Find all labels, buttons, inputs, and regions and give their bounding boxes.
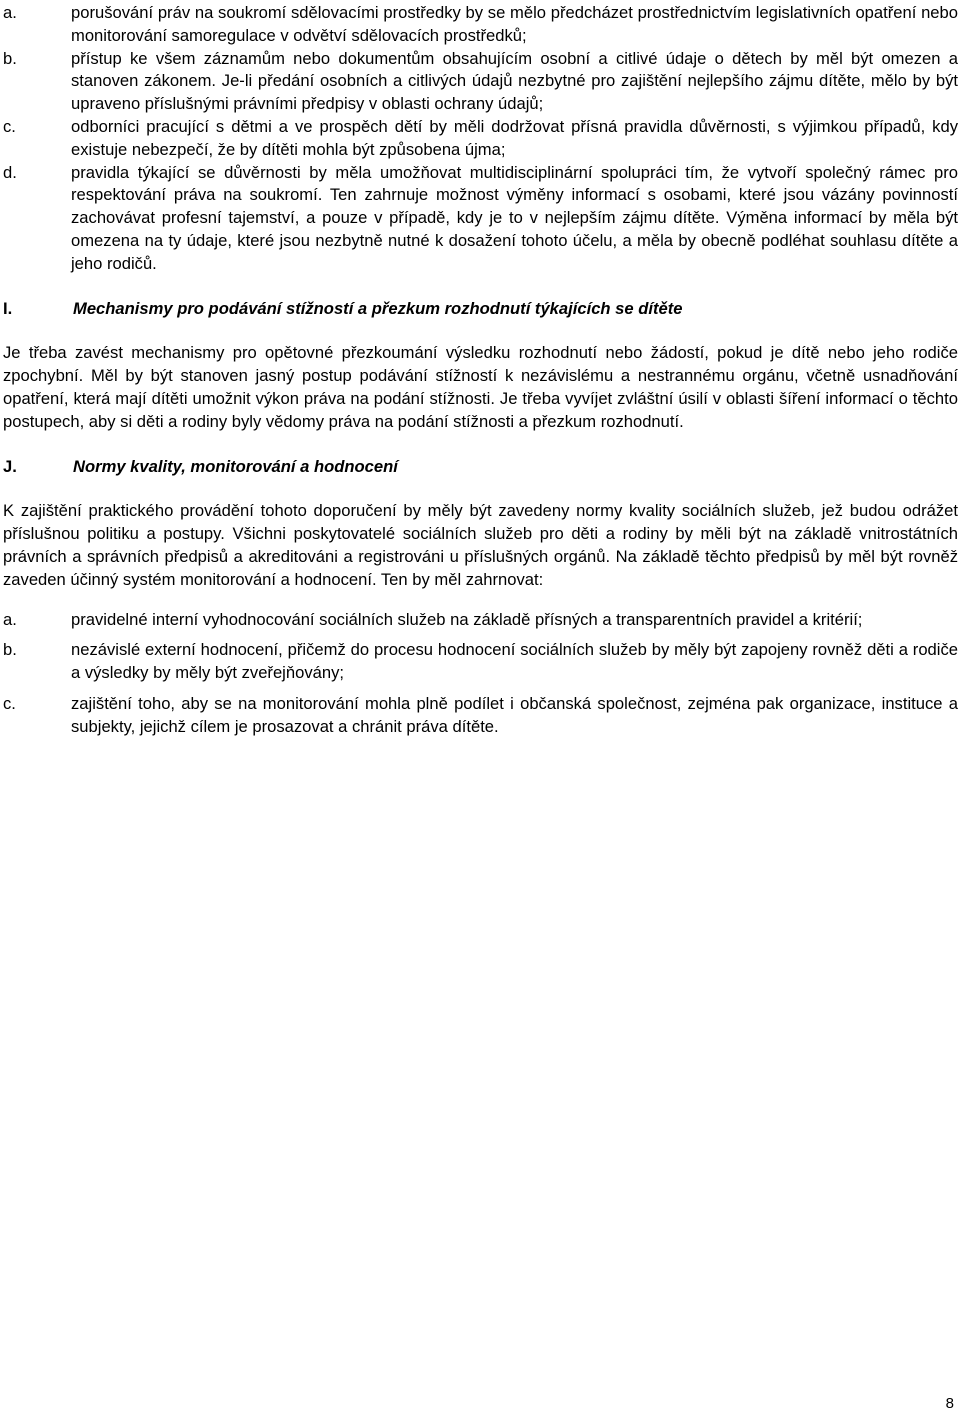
section-heading-j <box>3 456 958 479</box>
section-i-paragraph: Je třeba zavést mechanismy pro opětovné přezkoumání výsledku rozhodnutí nebo žádostí, pokud je dítě nebo jeho rodiče zpochybní. Měl by být stanoven jasný postup podávání stížností k nezávislému a nestrannému orgánu, včetně usnadňování opatření, která mají dítěti umožnit výkon práva na podání stížnosti. Je třeba vyvíjet zvláštní úsilí v oblasti šíření informací o těchto postupech, aby si děti a rodiny byly vědomy práva na podání stížnosti a přezkum rozhodnutí. <box>3 343 958 431</box>
list-marker: d. <box>3 162 17 182</box>
list-marker: c. <box>3 116 16 136</box>
list-item <box>3 162 958 276</box>
section-title: Mechanismy pro podávání stížností a přezkum rozhodnutí týkajících se dítěte <box>73 298 683 318</box>
list-item <box>3 693 958 739</box>
list-item <box>3 609 958 632</box>
section-j-list <box>3 609 958 739</box>
list-marker: a. <box>3 3 17 22</box>
section-letter: J. <box>3 456 17 476</box>
section-title: Normy kvality, monitorování a hodnocení <box>73 456 398 476</box>
list-marker: b. <box>3 640 17 660</box>
list-marker: b. <box>3 48 17 68</box>
list-item <box>3 639 958 685</box>
list-item-text: pravidelné interní vyhodnocování sociálních služeb na základě přísných a transparentních pravidel a kritérií; <box>71 609 863 629</box>
section-j-paragraph: K zajištění praktického provádění tohoto doporučení by měly být zavedeny normy kvality sociálních služeb, jež budou odrážet příslušnou politiku a postupy. Všichni poskytovatelé sociálních služeb pro děti a rodiny by měli být na základě vnitrostátních právních a správních předpisů a akreditováni a registrováni u příslušných orgánů. Na základě těchto předpisů by měl být rovněž zaveden účinný systém monitorování a hodnocení. Ten by měl zahrnovat: <box>3 501 958 589</box>
list-item-text: nezávislé externí hodnocení, přičemž do procesu hodnocení sociálních služeb by měly být zapojeny rovněž děti a rodiče a výsledky by měly být zveřejňovány; <box>71 640 958 683</box>
list-item-text: zajištění toho, aby se na monitorování mohla plně podílet i občanská společnost, zejména pak organizace, instituce a subjekty, jejichž cílem je prosazovat a chránit práva dítěte. <box>71 693 958 736</box>
list-item-text: přístup ke všem záznamům nebo dokumentům obsahujícím osobní a citlivé údaje o dětech by měl být omezen a stanoven zákonem. Je-li předání osobních a citlivých údajů nezbytné pro zajištění nejlepšího zájmu dítěte, mělo by být upraveno příslušnými právními předpisy v oblasti ochrany údajů; <box>71 48 958 114</box>
list-item <box>3 48 958 116</box>
top-list <box>3 2 958 276</box>
list-item-text: pravidla týkající se důvěrnosti by měla umožňovat multidisciplinární spolupráci tím, že vytvoří společný rámec pro respektování práva na soukromí. Ten zahrnuje možnost výměny informací s osobami, které jsou vázány povinností zachovávat profesní tajemství, a pouze v případě, kdy je to v nejlepším zájmu dítěte. Výměna informací by měla být omezena na ty údaje, které jsou nezbytně nutné k dosažení tohoto účelu, a měla by obecně podléhat souhlasu dítěte a jeho rodičů. <box>71 162 958 273</box>
section-letter: I. <box>3 298 13 318</box>
document-page <box>3 2 958 739</box>
list-item-text: odborníci pracující s dětmi a ve prospěch dětí by měli dodržovat přísná pravidla důvěrnosti, s výjimkou případů, kdy existuje nebezpečí, že by dítěti mohla být způsobena újma; <box>71 116 958 159</box>
section-heading-i <box>3 298 958 321</box>
list-marker: c. <box>3 693 16 713</box>
list-item-text: porušování práv na soukromí sdělovacími prostředky by se mělo předcházet prostřednictvím legislativních opatření nebo monitorování samoregulace v odvětví sdělovacích prostředků; <box>71 3 958 45</box>
page-number: 8 <box>945 1395 954 1412</box>
list-marker: a. <box>3 609 17 629</box>
list-item <box>3 116 958 162</box>
list-item <box>3 2 958 48</box>
